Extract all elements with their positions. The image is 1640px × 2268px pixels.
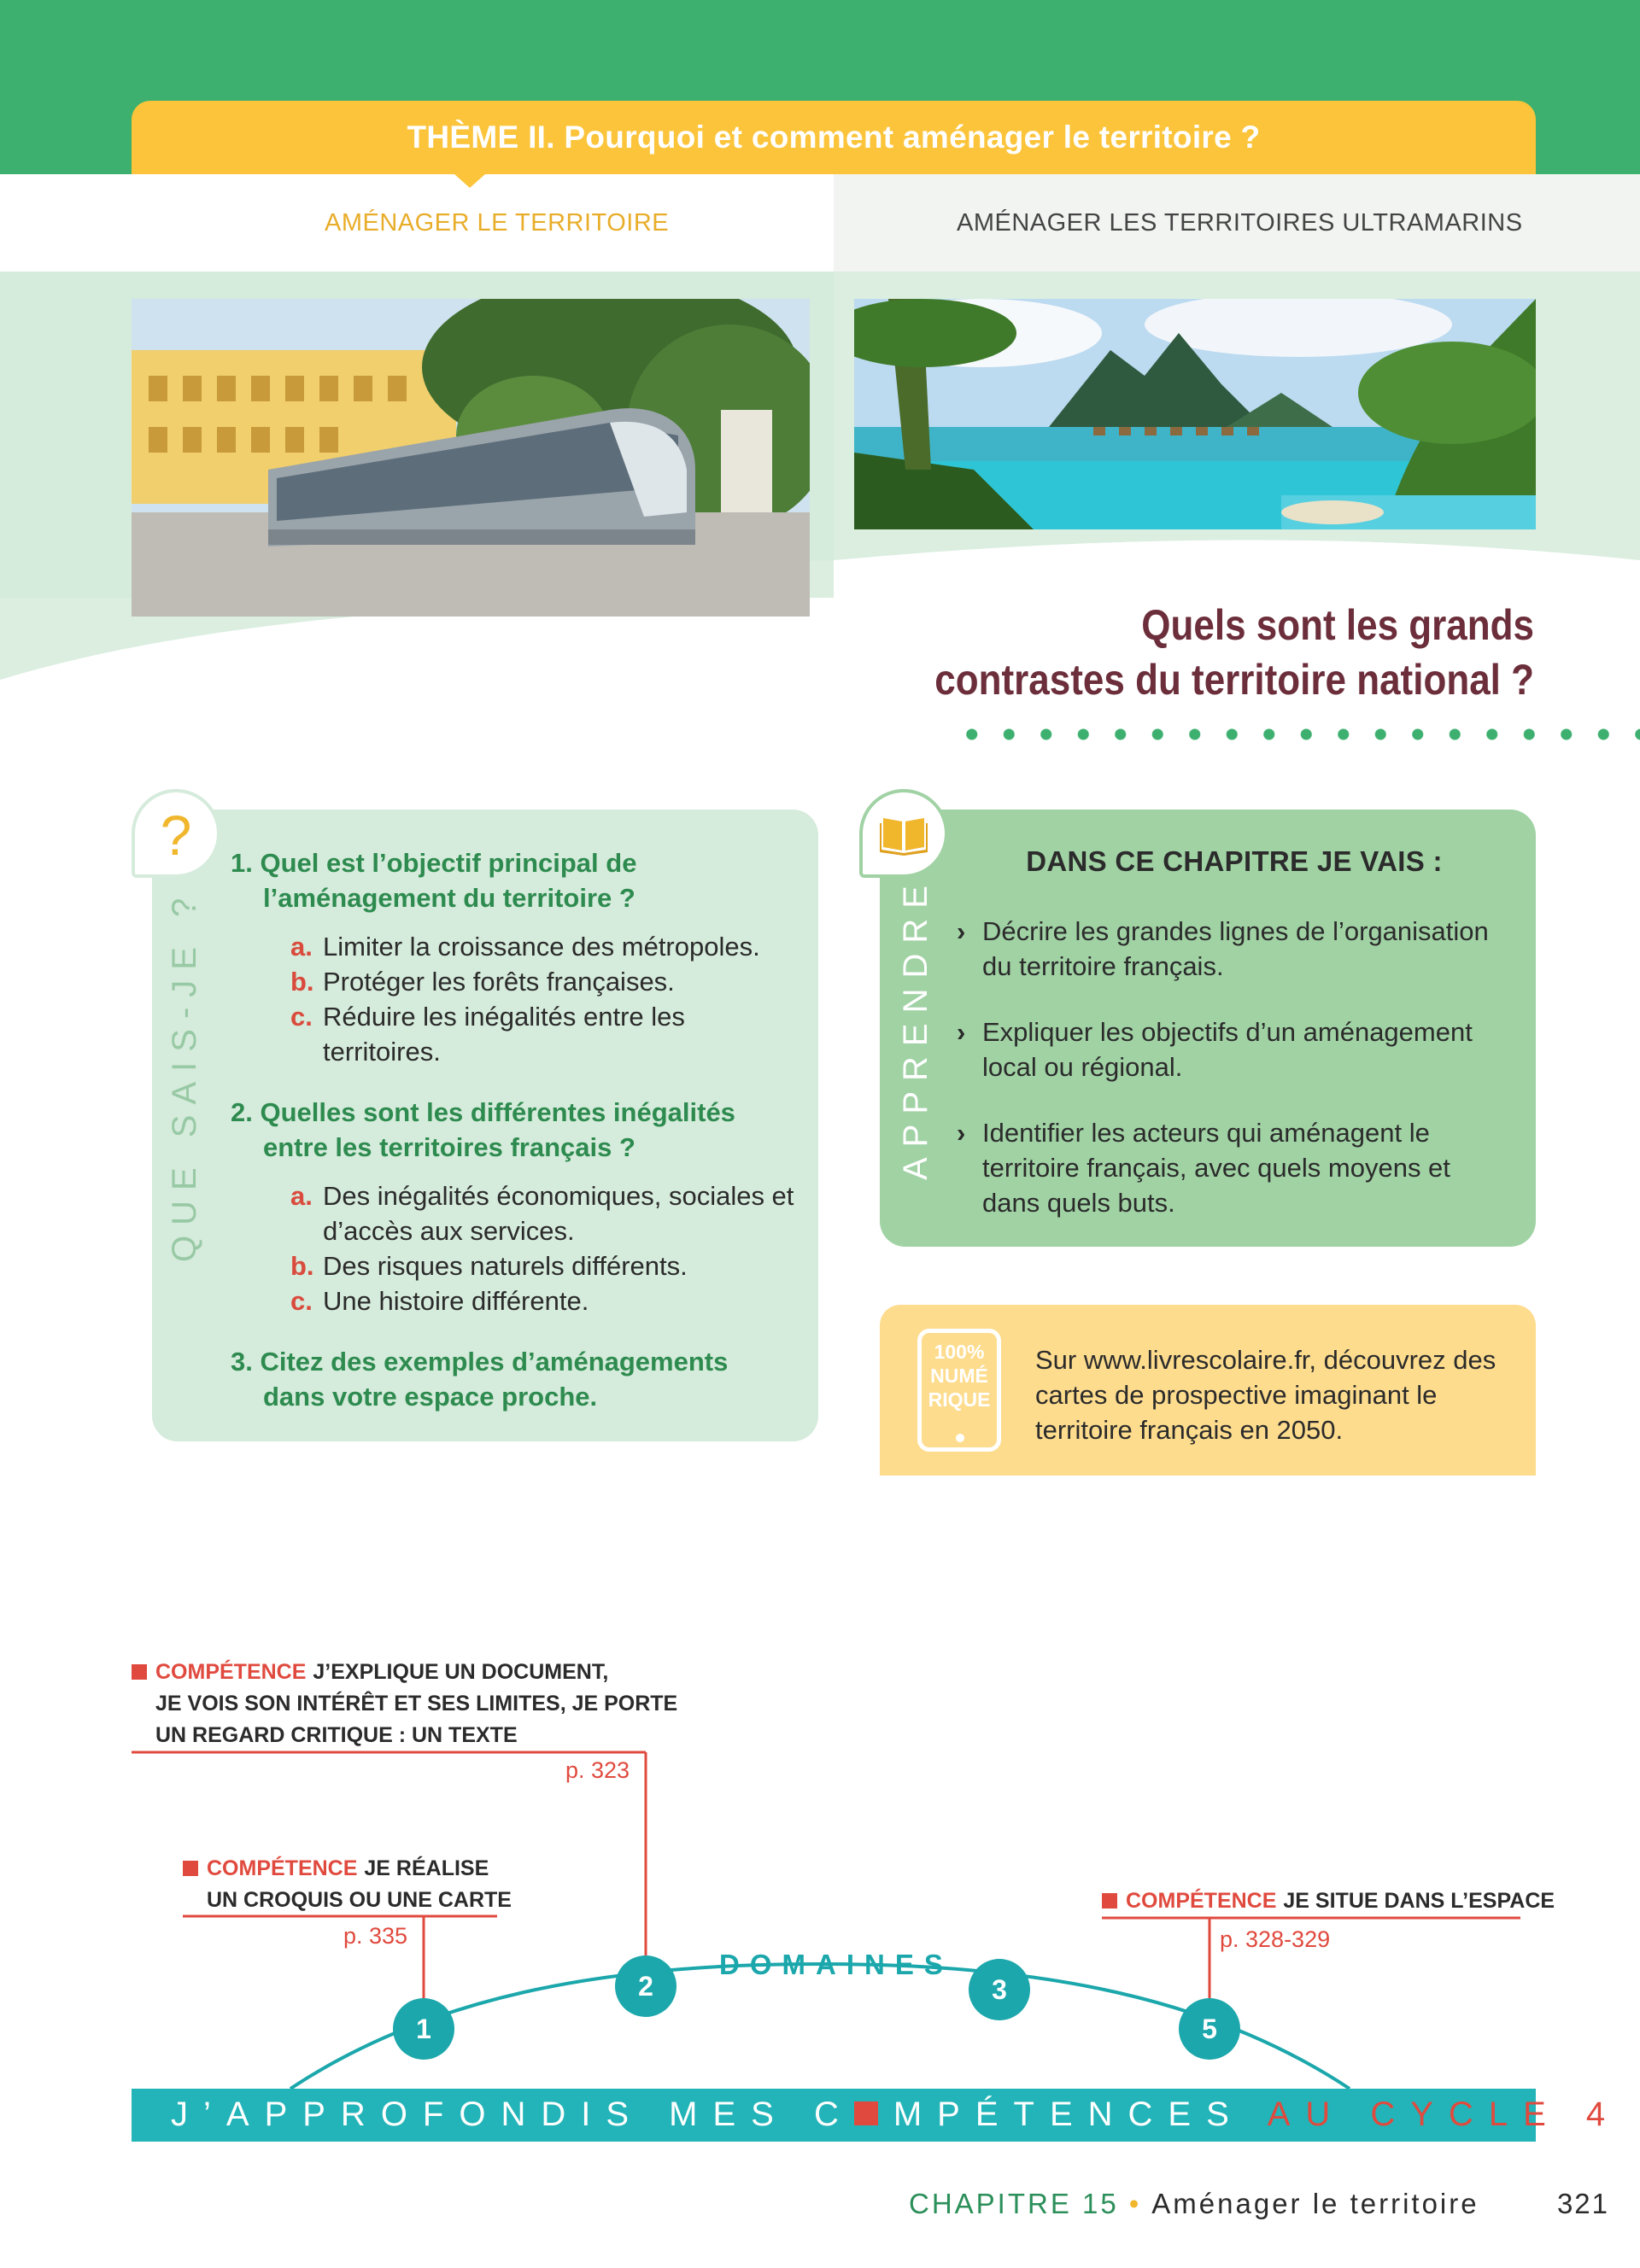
- tab-amenager-territoire[interactable]: AMÉNAGER LE TERRITOIRE: [325, 209, 670, 237]
- phone-label: [922, 1340, 997, 1412]
- open-book-icon: [880, 811, 928, 856]
- competence-tag: COMPÉTENCE: [207, 1856, 358, 1880]
- apprendre-list: [957, 914, 1512, 1251]
- domain-node-5[interactable]: 5: [1179, 1998, 1240, 2060]
- page-footer: [909, 2188, 1609, 2220]
- competence-square-icon: [183, 1861, 198, 1876]
- quiz-question-3: 3. Citez des exemples d’aménagements dans votre espace proche.: [231, 1347, 729, 1412]
- domaines-label: DOMAINES: [719, 1949, 953, 1980]
- quiz-answers-1: [290, 929, 794, 1069]
- answer-item: [290, 964, 794, 999]
- page-ref-335[interactable]: p. 335: [343, 1923, 408, 1949]
- tropical-resort-photo: [854, 299, 1536, 529]
- quiz-question-1: 1. Quel est l’objectif principal de l’aménagement du territoire ?: [231, 848, 637, 913]
- answer-item: [290, 1178, 794, 1248]
- answer-text: Réduire les inégalités entre les territoires.: [323, 1002, 685, 1067]
- page-ref-323[interactable]: p. 323: [565, 1757, 630, 1783]
- answer-text: Une histoire différente.: [323, 1286, 589, 1316]
- smartphone-icon: [917, 1329, 1001, 1452]
- competence-square-icon: [1102, 1893, 1117, 1909]
- footer-bullet-icon: •: [1128, 2188, 1142, 2219]
- phone-label-line2: NUMÉ: [930, 1365, 988, 1387]
- answer-item: [290, 1248, 794, 1283]
- answer-item: [290, 999, 794, 1069]
- answer-item: [290, 929, 794, 964]
- skill-line: J’EXPLIQUE UN DOCUMENT,: [313, 1660, 609, 1684]
- apprendre-item: [957, 1115, 1512, 1220]
- chapter-question-line1: Quels sont les grands: [1141, 601, 1534, 649]
- skill-line: JE RÉALISE: [364, 1856, 489, 1880]
- quiz-icon-badge: [132, 789, 220, 878]
- skill-line: JE VOIS SON INTÉRÊT ET SES LIMITES, JE PORTE: [155, 1692, 678, 1716]
- banner-part2: MPÉTENCES: [893, 2096, 1245, 2133]
- chevron-right-icon: ›: [957, 1017, 966, 1047]
- domain-node-3[interactable]: 3: [969, 1959, 1030, 2020]
- apprendre-item: [957, 1014, 1512, 1084]
- page-number: 321: [1556, 2188, 1609, 2219]
- question-mark-icon: ?: [160, 804, 192, 867]
- tab-territoires-ultramarins[interactable]: AMÉNAGER LES TERRITOIRES ULTRAMARINS: [957, 209, 1523, 237]
- apprendre-title: DANS CE CHAPITRE JE VAIS :: [1026, 845, 1443, 877]
- answer-letter: a.: [290, 932, 313, 962]
- answer-text: Des inégalités économiques, sociales et d’accès aux services.: [323, 1181, 794, 1246]
- answer-letter: b.: [290, 967, 314, 997]
- competence-square-icon: [132, 1664, 147, 1680]
- banner-text: [171, 2096, 1620, 2134]
- answer-text: Des risques naturels différents.: [323, 1251, 688, 1281]
- apprendre-item: [957, 914, 1512, 984]
- competence-skill-1: [132, 1657, 677, 1751]
- apprendre-item-text: Identifier les acteurs qui aménagent le territoire français, avec quels moyens et dans quels buts.: [982, 1118, 1450, 1218]
- competences-banner: [132, 2089, 1621, 2142]
- footer-title: Aménager le territoire: [1151, 2188, 1479, 2219]
- competence-tag: COMPÉTENCE: [1126, 1889, 1277, 1913]
- skill-line: JE SITUE DANS L’ESPACE: [1283, 1889, 1555, 1913]
- chevron-right-icon: ›: [957, 916, 966, 946]
- skill-line: UN CROQUIS OU UNE CARTE: [207, 1888, 512, 1912]
- page-ref-328-329[interactable]: p. 328-329: [1220, 1926, 1331, 1952]
- quiz-question-2: 2. Quelles sont les différentes inégalités entre les territoires français ?: [231, 1097, 735, 1162]
- phone-label-line1: 100%: [934, 1341, 985, 1363]
- answer-letter: b.: [290, 1251, 314, 1281]
- quiz-vertical-label: QUE SAIS-JE ?: [166, 887, 203, 1262]
- chapter-question: [933, 598, 1534, 707]
- chevron-right-icon: ›: [957, 1118, 966, 1148]
- answer-text: Protéger les forêts françaises.: [323, 967, 675, 997]
- phone-label-line3: RIQUE: [928, 1388, 991, 1411]
- banner-square-icon: [854, 2101, 878, 2125]
- answer-letter: c.: [290, 1286, 313, 1316]
- domain-node-1[interactable]: 1: [393, 1998, 454, 2060]
- dotted-separator: [953, 728, 1640, 741]
- numerique-text[interactable]: Sur www.livrescolaire.fr, découvrez des cartes de prospective imaginant le territoire français en 2050.: [1035, 1345, 1496, 1445]
- quiz-questions: [231, 845, 794, 1428]
- domain-node-2[interactable]: 2: [615, 1955, 676, 2017]
- banner-part1: J’APPROFONDIS MES C: [171, 2096, 854, 2133]
- answer-text: Limiter la croissance des métropoles.: [323, 932, 760, 962]
- theme-title: THÈME II. Pourquoi et comment aménager le territoire ?: [407, 120, 1261, 155]
- tramway-photo: [132, 299, 810, 617]
- skill-line: UN REGARD CRITIQUE : UN TEXTE: [155, 1723, 518, 1747]
- quiz-answers-2: [290, 1178, 794, 1318]
- competence-skill-2: [183, 1853, 512, 1916]
- apprendre-item-text: Décrire les grandes lignes de l’organisation du territoire français.: [982, 916, 1489, 981]
- apprendre-item-text: Expliquer les objectifs d’un aménagement local ou régional.: [982, 1017, 1473, 1082]
- answer-letter: c.: [290, 1002, 313, 1032]
- banner-part3: AU CYCLE 4: [1267, 2096, 1621, 2133]
- phone-button: [956, 1434, 964, 1442]
- answer-letter: a.: [290, 1181, 313, 1211]
- footer-chapter: CHAPITRE 15: [909, 2188, 1119, 2219]
- competence-tag: COMPÉTENCE: [155, 1660, 307, 1684]
- apprendre-vertical-label: APPRENDRE: [897, 875, 934, 1180]
- apprendre-icon-badge: [859, 789, 948, 878]
- chapter-question-line2: contrastes du territoire national ?: [934, 656, 1534, 704]
- competence-skill-3: [1102, 1885, 1555, 1917]
- answer-item: [290, 1283, 794, 1318]
